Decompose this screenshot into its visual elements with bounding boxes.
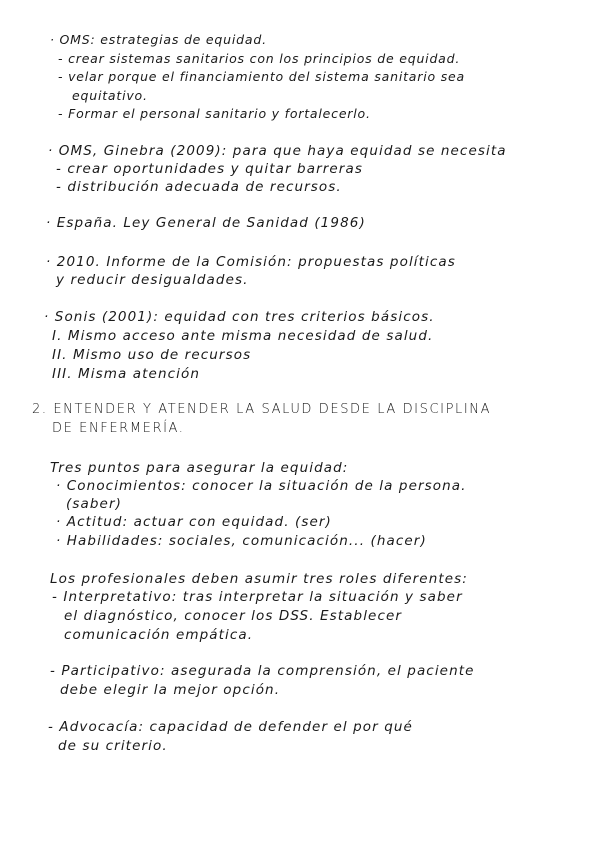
- note-line-conocimientos: · Conocimientos: conocer la situación de la persona.: [56, 478, 467, 494]
- note-line-empatica: comunicación empática.: [64, 627, 254, 643]
- note-line-criterio: de su criterio.: [58, 738, 168, 754]
- note-line-crear-sistemas: - crear sistemas sanitarios con los principios de equidad.: [58, 51, 461, 66]
- note-line-advocacia: - Advocacía: capacidad de defender el por qué: [48, 719, 413, 735]
- note-line-desigualdades: y reducir desigualdades.: [56, 272, 249, 288]
- note-line-sonis: · Sonis (2001): equidad con tres criterios básicos.: [44, 309, 435, 325]
- note-line-equitativo: equitativo.: [72, 88, 148, 103]
- note-line-criterio-2: II. Mismo uso de recursos: [52, 347, 252, 363]
- note-line-criterio-3: III. Misma atención: [52, 366, 200, 382]
- note-line-criterio-1: I. Mismo acceso ante misma necesidad de salud.: [52, 328, 434, 344]
- note-line-participativo: - Participativo: asegurada la comprensión, el paciente: [50, 663, 475, 679]
- note-line-mejor-opcion: debe elegir la mejor opción.: [60, 682, 281, 698]
- note-line-saber: (saber): [66, 496, 122, 512]
- note-line-oportunidades: - crear oportunidades y quitar barreras: [56, 161, 363, 177]
- note-line-distribucion: - distribución adecuada de recursos.: [56, 179, 342, 195]
- note-line-profesionales: Los profesionales deben asumir tres roles diferentes:: [50, 571, 468, 587]
- note-line-habilidades: · Habilidades: sociales, comunicación... (hacer): [56, 533, 427, 549]
- note-line-actitud: · Actitud: actuar con equidad. (ser): [56, 514, 332, 530]
- note-line-tres-puntos: Tres puntos para asegurar la equidad:: [50, 460, 349, 476]
- note-line-formar: - Formar el personal sanitario y fortalecerlo.: [58, 106, 371, 121]
- section-heading: 2. ENTENDER Y ATENDER LA SALUD DESDE LA DISCIPLINA: [32, 402, 492, 417]
- note-line-diagnostico: el diagnóstico, conocer los DSS. Establecer: [64, 608, 403, 624]
- note-line-informe: · 2010. Informe de la Comisión: propuestas políticas: [46, 254, 456, 270]
- note-line-ginebra: · OMS, Ginebra (2009): para que haya equidad se necesita: [48, 143, 507, 159]
- note-line-ley-general: · España. Ley General de Sanidad (1986): [46, 215, 366, 231]
- note-line-velar: - velar porque el financiamiento del sistema sanitario sea: [58, 69, 465, 84]
- section-heading-continued: DE ENFERMERÍA.: [52, 421, 185, 436]
- note-line-oms: · OMS: estrategias de equidad.: [50, 32, 267, 47]
- note-line-interpretativo: - Interpretativo: tras interpretar la situación y saber: [52, 589, 463, 605]
